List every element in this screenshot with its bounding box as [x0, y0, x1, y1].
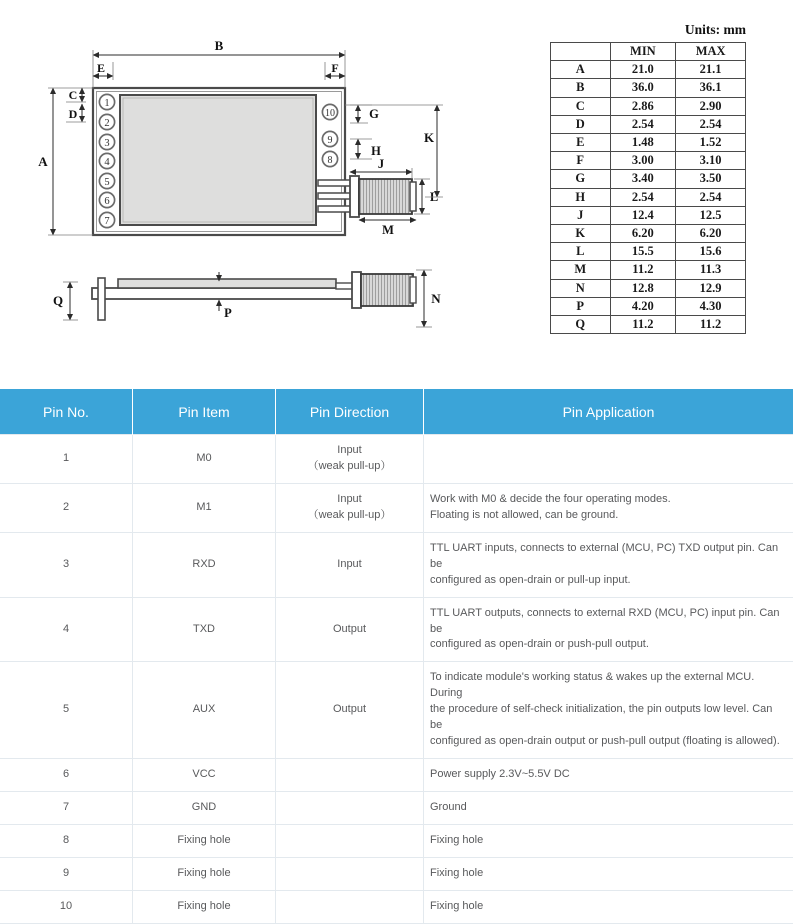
pin-application	[424, 532, 793, 597]
pin-application-line3: configured as open-drain output or push-pull output (floating is allowed).	[430, 734, 787, 750]
pin-application	[424, 597, 793, 662]
table-row	[551, 243, 746, 261]
dim-label: A	[551, 61, 611, 79]
pin-application-line1: To indicate module's working status & wakes up the external MCU. During	[430, 670, 787, 702]
dim-H	[350, 139, 372, 159]
pin-item: AUX	[133, 662, 276, 759]
table-row	[551, 97, 746, 115]
table-row	[551, 297, 746, 315]
dim-min: 1.48	[610, 134, 676, 152]
dim-min: 12.4	[610, 206, 676, 224]
dim-min: 21.0	[610, 61, 676, 79]
dim-label-H: H	[371, 144, 381, 158]
pin-application: Fixing hole	[424, 857, 793, 890]
pin-direction	[276, 857, 424, 890]
pin-no: 4	[0, 597, 133, 662]
pin-direction-line1: Input	[282, 492, 417, 508]
dim-max: 3.50	[676, 170, 746, 188]
pin-application-line1: TTL UART outputs, connects to external RXD (MCU, PC) input pin. Can be	[430, 606, 787, 638]
pin-application: Fixing hole	[424, 890, 793, 923]
units-note-wrap	[0, 22, 746, 40]
table-row	[551, 61, 746, 79]
table-row	[0, 435, 793, 484]
pin-label-1: 1	[104, 98, 109, 109]
dim-Q	[63, 282, 78, 320]
dim-min: 12.8	[610, 279, 676, 297]
table-row	[0, 890, 793, 923]
dim-label-M: M	[382, 223, 394, 237]
table-row	[551, 170, 746, 188]
pin-direction-line2: （weak pull-up）	[282, 508, 417, 524]
pin-label-5: 5	[104, 177, 109, 188]
table-row	[551, 115, 746, 133]
pin-no: 8	[0, 824, 133, 857]
dim-label: P	[551, 297, 611, 315]
pin-header-application: Pin Application	[424, 389, 793, 435]
dim-max: 3.10	[676, 152, 746, 170]
dim-max: 36.1	[676, 79, 746, 97]
dim-min: 4.20	[610, 297, 676, 315]
dim-label: D	[551, 115, 611, 133]
pin-header-item: Pin Item	[133, 389, 276, 435]
pin-application	[424, 435, 793, 484]
dim-label-D: D	[69, 107, 78, 121]
side-view	[92, 272, 416, 320]
dim-col-max: MAX	[676, 43, 746, 61]
pin-item: VCC	[133, 759, 276, 792]
dim-max: 11.2	[676, 316, 746, 334]
pin-label-6: 6	[104, 196, 109, 207]
dim-min: 2.54	[610, 188, 676, 206]
pin-application	[424, 662, 793, 759]
pin-direction	[276, 759, 424, 792]
pin-direction	[276, 792, 424, 825]
dim-label-Q: Q	[53, 293, 63, 308]
table-row	[0, 792, 793, 825]
table-row	[0, 857, 793, 890]
dim-label-J: J	[378, 157, 384, 171]
dim-max: 2.54	[676, 188, 746, 206]
dim-max: 2.54	[676, 115, 746, 133]
pin-application-line2: Floating is not allowed, can be ground.	[430, 508, 787, 524]
table-row	[0, 483, 793, 532]
pin-application	[424, 483, 793, 532]
sma-connector-top-view	[318, 176, 416, 217]
pin-label-8: 8	[328, 155, 333, 166]
table-row	[551, 134, 746, 152]
dim-label-K: L	[430, 190, 438, 204]
top-view-board	[93, 88, 345, 235]
dim-max: 11.3	[676, 261, 746, 279]
dim-label-N: N	[431, 291, 441, 306]
pin-header-direction: Pin Direction	[276, 389, 424, 435]
dim-label: H	[551, 188, 611, 206]
dim-label: N	[551, 279, 611, 297]
pin-no: 10	[0, 890, 133, 923]
pin-label-2: 2	[104, 118, 109, 129]
dim-label: E	[551, 134, 611, 152]
pin-description-table	[0, 389, 793, 924]
dim-max: 21.1	[676, 61, 746, 79]
pin-application: Ground	[424, 792, 793, 825]
pin-application-line2: configured as open-drain or pull-up input.	[430, 573, 787, 589]
table-row	[551, 188, 746, 206]
dim-col-min: MIN	[610, 43, 676, 61]
pin-no: 2	[0, 483, 133, 532]
pin-no: 3	[0, 532, 133, 597]
pin-application-line1: TTL UART inputs, connects to external (MCU, PC) TXD output pin. Can be	[430, 541, 787, 573]
dim-max: 15.6	[676, 243, 746, 261]
table-row	[551, 261, 746, 279]
table-row	[0, 662, 793, 759]
dim-label-F: F	[331, 61, 338, 75]
dim-min: 11.2	[610, 261, 676, 279]
dim-min: 3.40	[610, 170, 676, 188]
pin-direction: Input	[276, 532, 424, 597]
dim-min: 2.54	[610, 115, 676, 133]
pin-item: Fixing hole	[133, 890, 276, 923]
dim-min: 2.86	[610, 97, 676, 115]
table-row	[551, 316, 746, 334]
table-row	[551, 79, 746, 97]
dim-label-G: G	[369, 107, 379, 121]
dim-label-A: A	[38, 154, 48, 169]
pin-item: M1	[133, 483, 276, 532]
dim-N	[416, 270, 432, 327]
pin-application-line2: the procedure of self-check initialization, the pin outputs low level. Can be	[430, 702, 787, 734]
pin-no: 6	[0, 759, 133, 792]
pin-item: Fixing hole	[133, 857, 276, 890]
pin-label-3: 3	[104, 138, 109, 149]
dimension-table-header-row	[551, 43, 746, 61]
table-row	[0, 759, 793, 792]
pin-direction	[276, 483, 424, 532]
pin-no: 7	[0, 792, 133, 825]
dim-label: L	[551, 243, 611, 261]
pin-no: 5	[0, 662, 133, 759]
pin-application: Fixing hole	[424, 824, 793, 857]
dim-min: 6.20	[610, 225, 676, 243]
pin-direction-line1: Input	[282, 443, 417, 459]
pin-no: 9	[0, 857, 133, 890]
dim-min: 11.2	[610, 316, 676, 334]
pin-direction	[276, 435, 424, 484]
pin-label-9: 9	[328, 135, 333, 146]
table-row	[551, 206, 746, 224]
dim-min: 36.0	[610, 79, 676, 97]
dim-min: 15.5	[610, 243, 676, 261]
table-row	[0, 532, 793, 597]
table-row	[551, 152, 746, 170]
dim-max: 12.9	[676, 279, 746, 297]
pin-table-header-row	[0, 389, 793, 435]
dim-max: 1.52	[676, 134, 746, 152]
dim-label-C: C	[69, 88, 78, 102]
pin-direction	[276, 824, 424, 857]
pin-no: 1	[0, 435, 133, 484]
dim-label-L: K	[424, 130, 435, 145]
table-row	[0, 597, 793, 662]
dim-label: Q	[551, 316, 611, 334]
dim-col-label	[551, 43, 611, 61]
pin-label-10: 10	[325, 108, 335, 119]
pin-item: TXD	[133, 597, 276, 662]
units-note: Units: mm	[0, 22, 746, 38]
table-row	[551, 279, 746, 297]
dim-B	[93, 50, 345, 88]
dim-min: 3.00	[610, 152, 676, 170]
dim-label: M	[551, 261, 611, 279]
dim-label-B: B	[215, 38, 224, 53]
dim-max: 12.5	[676, 206, 746, 224]
pin-application: Power supply 2.3V~5.5V DC	[424, 759, 793, 792]
pin-header-no: Pin No.	[0, 389, 133, 435]
dim-label-E: E	[97, 61, 105, 75]
pin-direction	[276, 890, 424, 923]
dim-max: 4.30	[676, 297, 746, 315]
dimension-table	[550, 42, 746, 334]
table-row	[0, 824, 793, 857]
table-row	[551, 225, 746, 243]
dim-label: F	[551, 152, 611, 170]
pin-label-4: 4	[104, 157, 110, 168]
dim-label: B	[551, 79, 611, 97]
dim-label: G	[551, 170, 611, 188]
pin-application-line1: Work with M0 & decide the four operating modes.	[430, 492, 787, 508]
pin-item: GND	[133, 792, 276, 825]
pin-label-7: 7	[104, 216, 109, 227]
dim-label: J	[551, 206, 611, 224]
pin-direction-line2: （weak pull-up）	[282, 459, 417, 475]
pin-direction: Output	[276, 662, 424, 759]
dim-label: C	[551, 97, 611, 115]
dim-label: K	[551, 225, 611, 243]
pin-item: RXD	[133, 532, 276, 597]
pin-item: M0	[133, 435, 276, 484]
dim-max: 2.90	[676, 97, 746, 115]
pin-item: Fixing hole	[133, 824, 276, 857]
pin-direction: Output	[276, 597, 424, 662]
dim-max: 6.20	[676, 225, 746, 243]
pin-application-line2: configured as open-drain or push-pull output.	[430, 637, 787, 653]
dim-label-P: P	[224, 306, 232, 320]
mechanical-drawing	[0, 0, 540, 380]
